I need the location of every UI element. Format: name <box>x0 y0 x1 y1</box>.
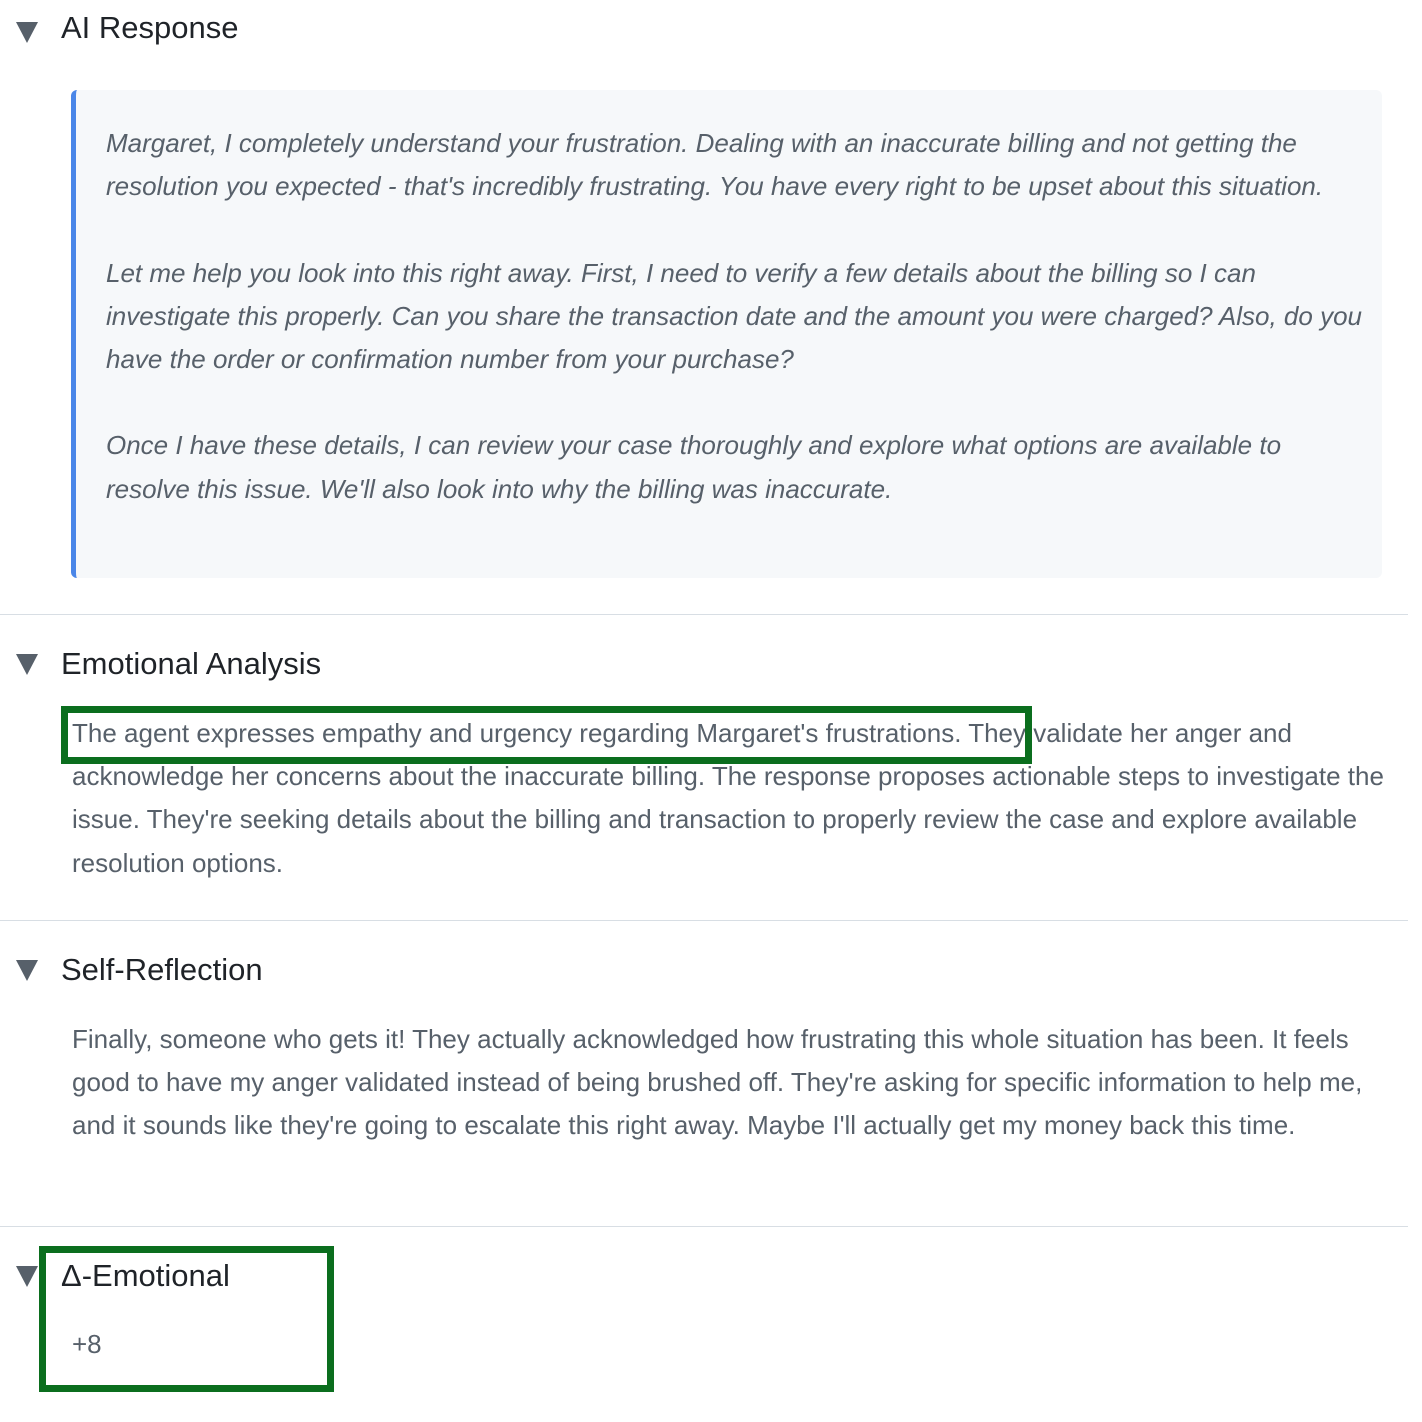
ai-response-section <box>0 8 1408 608</box>
caret-down-icon[interactable] <box>16 654 38 675</box>
delta-emotional-toggle[interactable] <box>0 1256 700 1296</box>
self-reflection-toggle[interactable] <box>0 950 700 990</box>
section-divider <box>0 920 1408 921</box>
caret-down-icon[interactable] <box>16 960 38 981</box>
caret-down-icon[interactable] <box>16 1266 38 1287</box>
self-reflection-text: Finally, someone who gets it! They actually acknowledged how frustrating this whole situation has been. It feels good to have my anger validated instead of being brushed off. They're asking for specific information to help me, and it sounds like they're going to escalate this right away. Maybe I'll actually get my money back this time. <box>72 1024 1363 1141</box>
emotional-analysis-section <box>0 644 1408 914</box>
ai-response-paragraph: Once I have these details, I can review your case thoroughly and explore what options are available to resolve this issue. We'll also look into why the billing was inaccurate. <box>106 430 1282 504</box>
caret-down-icon[interactable] <box>16 22 38 43</box>
delta-emotional-value: +8 <box>72 1329 102 1359</box>
section-title: AI Response <box>61 10 239 45</box>
self-reflection-section <box>0 950 1408 1220</box>
ai-response-paragraph: Let me help you look into this right away. First, I need to verify a few details about the billing so I can investigate this properly. Can you share the transaction date and the amount you were charged? Also, do you have the order or confirmation number from your purchase? <box>106 257 1362 374</box>
emotional-analysis-text <box>72 712 1390 885</box>
section-divider <box>0 1226 1408 1227</box>
analysis-rest: They validate her anger and acknowledge her concerns about the inaccurate billing. The response proposes actionable steps to investigate the issue. They're seeking details about the billing and transaction to properly review the case and explore available resolution options. <box>72 718 1384 878</box>
ai-response-paragraph: Margaret, I completely understand your frustration. Dealing with an inaccurate billing and not getting the resolution you expected - that's incredibly frustrating. You have every right to be upset about this situation. <box>106 128 1324 202</box>
ai-response-text <box>106 122 1366 511</box>
section-title: Δ-Emotional <box>61 1258 230 1293</box>
emotional-analysis-toggle[interactable] <box>0 644 700 684</box>
delta-emotional-section <box>0 1256 1408 1396</box>
ai-response-toggle[interactable] <box>0 8 700 48</box>
ai-response-quote <box>71 90 1382 578</box>
page-bottom-edge <box>0 1396 1422 1422</box>
section-title: Self-Reflection <box>61 952 263 987</box>
section-divider <box>0 614 1408 615</box>
section-title: Emotional Analysis <box>61 646 322 681</box>
highlighted-sentence: The agent expresses empathy and urgency regarding Margaret's frustrations. <box>72 718 962 748</box>
